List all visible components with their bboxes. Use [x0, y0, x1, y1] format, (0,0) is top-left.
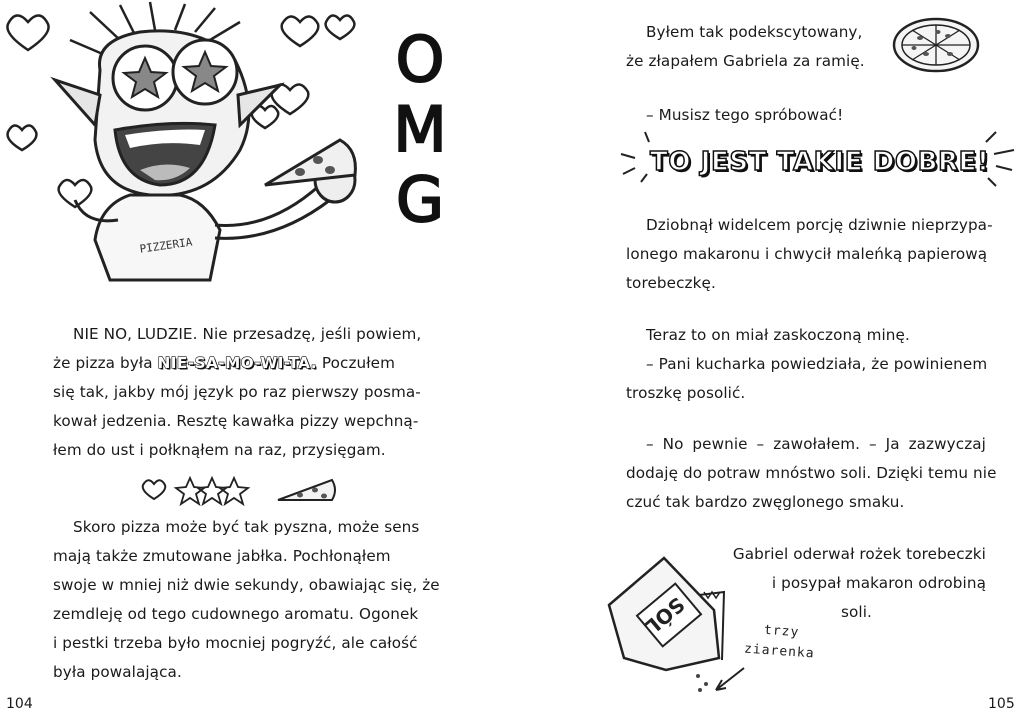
heart-icon: [282, 16, 319, 46]
text-line: troszkę posolić.: [626, 384, 746, 402]
star-icon: [198, 478, 226, 504]
omg-letter: O: [395, 23, 445, 96]
salt-label: SÓL: [640, 592, 690, 640]
paragraph-2: [53, 513, 440, 687]
paragraph-4: [626, 430, 997, 517]
heart-icon: [7, 15, 48, 50]
star-icon: [220, 478, 248, 504]
text-line: – Musisz tego spróbować!: [646, 106, 844, 124]
text-line: łem do ust i połknąłem na raz, przysięgam.: [53, 441, 386, 459]
text-line: Gabriel oderwał rożek torebeczki: [732, 545, 986, 563]
page-number: 105: [988, 696, 1015, 712]
heart-icon: [8, 125, 37, 150]
text-line: dodaję do potraw mnóstwo soli. Dzięki temu nie: [626, 464, 997, 482]
omg-decorative-letters: [380, 25, 460, 235]
paragraph-5: [732, 540, 986, 627]
paragraph-2: [626, 211, 993, 298]
right-page: [512, 0, 1024, 720]
text-line: że złapałem Gabriela za ramię.: [626, 52, 865, 70]
headline: TO JEST TAKIE DOBRE!: [650, 147, 990, 177]
page-number: 104: [6, 696, 33, 712]
quote-line: [626, 101, 926, 130]
text-line: soli.: [841, 603, 872, 621]
text-line: kował jedzenia. Resztę kawałka pizzy wepchną-: [53, 412, 419, 430]
handwritten-note-line: trzy: [763, 622, 800, 641]
text-line: Byłem tak podekscytowany,: [646, 23, 863, 41]
whole-pizza-icon: [890, 14, 982, 76]
paragraph-1: [53, 320, 422, 465]
heart-icon: [326, 15, 355, 39]
text-line: i posypał makaron odrobiną: [771, 574, 986, 592]
text-line: się tak, jakby mój język po raz pierwszy posma-: [53, 383, 421, 401]
omg-letter: G: [395, 163, 445, 236]
shirt-text: PIZZERIA: [138, 235, 194, 256]
text-line: czuć tak bardzo zwęglonego smaku.: [626, 493, 905, 511]
text-line: była powalająca.: [53, 663, 182, 681]
omg-letter: M: [393, 93, 447, 166]
text-line: i pestki trzeba było mocniej pogryźć, ale całość: [53, 634, 418, 652]
decorative-word: NIE-SA-MO-WI-TA.: [157, 354, 317, 372]
handwritten-note-line: ziarenka: [743, 641, 816, 662]
text-line: mają także zmutowane jabłka. Pochłonąłem: [53, 547, 391, 565]
burst-lines-right: [974, 128, 1020, 192]
paragraph-3: [626, 321, 986, 408]
text-line: Poczułem: [316, 354, 396, 372]
text-line: swoje w mniej niż dwie sekundy, obawiając się, że: [53, 576, 440, 594]
text-line: Teraz to on miał zaskoczoną minę.: [646, 326, 910, 344]
text-line: – Pani kucharka powiedziała, że powinienem: [646, 355, 988, 373]
text-line: lonego makaronu i chwycił maleńką papierową: [626, 245, 988, 263]
text-line: – No pewnie – zawołałem. – Ja zazwyczaj: [646, 435, 986, 453]
star-icon: [176, 478, 204, 504]
text-line: NIE NO, LUDZIE. Nie przesadzę, jeśli powiem,: [73, 325, 422, 343]
text-line: Dziobnął widelcem porcję dziwnie nieprzypa-: [646, 216, 993, 234]
text-line: Skoro pizza może być tak pyszna, może sens: [73, 518, 420, 536]
salt-packet-illustration: [604, 550, 754, 700]
doodle-row: [140, 472, 340, 508]
text-line: że pizza była: [53, 354, 158, 372]
heart-icon: [143, 480, 166, 499]
text-line: zemdleję od tego cudownego aromatu. Ogonek: [53, 605, 419, 623]
arrow-icon: [716, 668, 744, 690]
excited-kid-illustration: [0, 0, 380, 290]
paragraph-1: [626, 18, 886, 76]
text-line: torebeczkę.: [626, 274, 716, 292]
